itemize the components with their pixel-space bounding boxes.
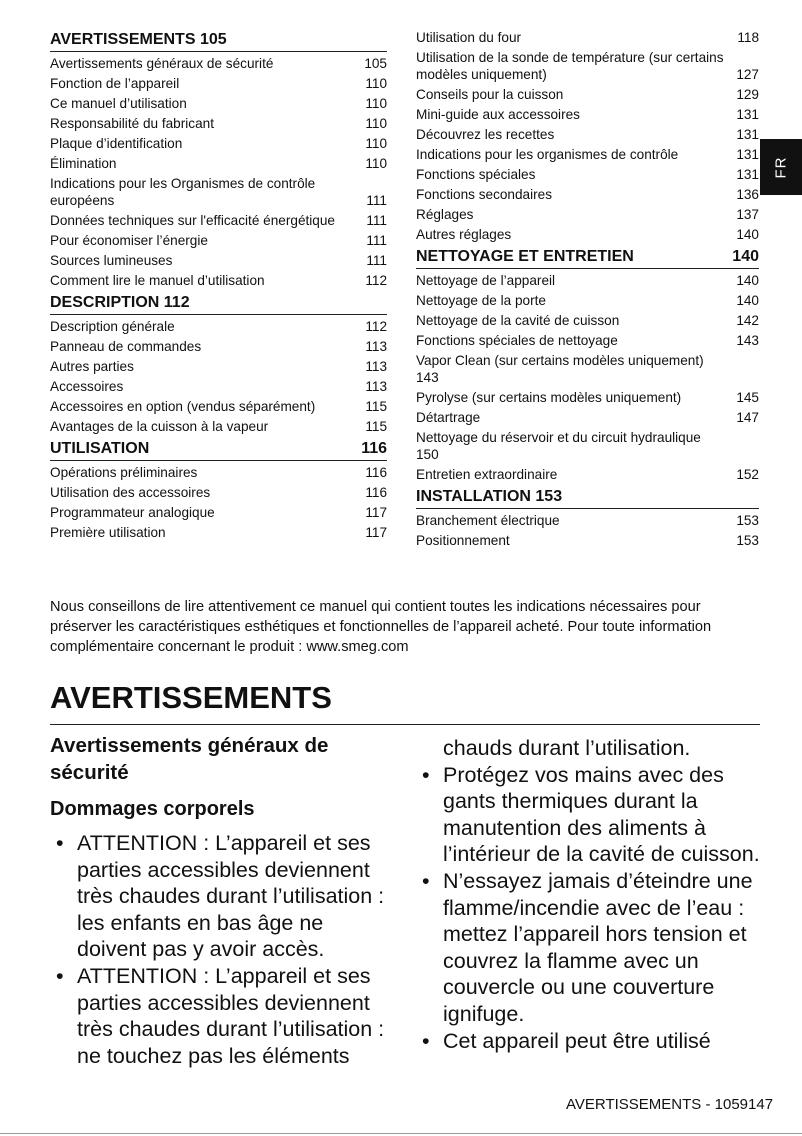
toc-section-page: 116 xyxy=(361,440,387,457)
toc-left-column xyxy=(50,26,387,542)
toc-entry[interactable] xyxy=(50,115,387,132)
toc-section-heading[interactable] xyxy=(50,30,387,52)
toc-entry-page: 115 xyxy=(365,419,387,434)
toc-entry-page: 113 xyxy=(365,359,387,374)
toc-entry-page: 113 xyxy=(365,379,387,394)
toc-entry-label: Nettoyage de l’appareil xyxy=(416,273,556,288)
toc-entry-page: 118 xyxy=(737,30,759,45)
toc-entry-label: Détartrage xyxy=(416,410,481,425)
toc-entry-label: Entretien extraordinaire xyxy=(416,467,558,482)
toc-entry[interactable] xyxy=(50,252,387,269)
toc-entry[interactable] xyxy=(416,166,759,183)
title-divider xyxy=(50,724,760,725)
toc-entry-label: Opérations préliminaires xyxy=(50,465,198,480)
toc-entry-page: 105 xyxy=(364,56,387,71)
toc-entry-label: Plaque d’identification xyxy=(50,136,183,151)
toc-entry[interactable] xyxy=(50,398,387,415)
toc-entry[interactable] xyxy=(416,409,759,426)
bullet-text: Cet appareil peut être utilisé xyxy=(443,1028,711,1053)
toc-entry-label: Pour économiser l’énergie xyxy=(50,233,208,248)
toc-entry-page: 137 xyxy=(736,207,759,222)
toc-entry-page: 153 xyxy=(736,513,759,528)
toc-entry-label: Programmateur analogique xyxy=(50,505,215,520)
toc-entry-label: Responsabilité du fabricant xyxy=(50,116,214,131)
toc-entry-page: 131 xyxy=(736,107,759,122)
toc-entry[interactable] xyxy=(50,504,387,521)
toc-entry-page: 110 xyxy=(365,76,387,91)
toc-entry-page: 117 xyxy=(365,505,387,520)
toc-entry-label: Utilisation du four xyxy=(416,30,522,45)
toc-entry-page: 129 xyxy=(736,87,759,102)
toc-entry-page: 117 xyxy=(365,525,387,540)
toc-entry[interactable] xyxy=(50,418,387,435)
bullet-dot-icon: • xyxy=(56,963,64,988)
toc-entry-page: 145 xyxy=(736,390,759,405)
toc-entry-label: Nettoyage de la porte xyxy=(416,293,546,308)
toc-entry[interactable] xyxy=(416,429,759,463)
continued-text: chauds durant l’utilisation. xyxy=(443,736,691,760)
toc-entry-label: Utilisation des accessoires xyxy=(50,485,211,500)
toc-entry-page: 153 xyxy=(736,533,759,548)
toc-section-title: AVERTISSEMENTS 105 xyxy=(50,31,227,48)
toc-entry[interactable] xyxy=(416,272,759,289)
toc-entry[interactable] xyxy=(50,75,387,92)
toc-entry-label: Avertissements généraux de sécurité xyxy=(50,56,274,71)
toc-entry-label: Indications pour les organismes de contrôle xyxy=(416,147,679,162)
bullet-dot-icon: • xyxy=(422,762,430,787)
toc-entry-page: 136 xyxy=(736,187,759,202)
toc-entry-label: Fonctions secondaires xyxy=(416,187,553,202)
toc-entry[interactable] xyxy=(416,226,759,243)
bullet-item xyxy=(416,1028,761,1055)
toc-entry-page: 140 xyxy=(736,227,759,242)
toc-section-page: 140 xyxy=(732,248,759,265)
toc-entry-label: Fonction de l’appareil xyxy=(50,76,180,91)
toc-entry[interactable] xyxy=(416,126,759,143)
toc-entry[interactable] xyxy=(50,55,387,72)
bullet-text: Protégez vos mains avec des gants thermiques durant la manutention des aliments à l’intérieur de la cavité de cuisson. xyxy=(443,762,760,867)
toc-entry[interactable] xyxy=(50,212,387,229)
subsection-heading: Dommages corporels xyxy=(50,798,255,820)
toc-entry[interactable] xyxy=(416,49,759,83)
toc-entry-label: Branchement électrique xyxy=(416,513,560,528)
toc-entry[interactable] xyxy=(416,292,759,309)
toc-entry-page: 110 xyxy=(365,136,387,151)
toc-section-heading[interactable] xyxy=(50,439,387,461)
toc-entry[interactable] xyxy=(416,312,759,329)
toc-entry[interactable] xyxy=(50,232,387,249)
toc-entry-label: Autres parties xyxy=(50,359,134,374)
toc-entry-label: Positionnement xyxy=(416,533,510,548)
language-tab-label: FR xyxy=(772,156,790,178)
toc-entry[interactable] xyxy=(50,272,387,289)
toc-entry-label: Ce manuel d’utilisation xyxy=(50,96,187,111)
toc-entry-page: 131 xyxy=(736,167,759,182)
toc-entry[interactable] xyxy=(50,378,387,395)
toc-entry-label: Nettoyage de la cavité de cuisson xyxy=(416,313,620,328)
toc-entry[interactable] xyxy=(50,358,387,375)
toc-entry-page: 116 xyxy=(365,485,387,500)
language-tab xyxy=(760,139,802,195)
bullet-item xyxy=(50,830,395,963)
toc-entry[interactable] xyxy=(416,29,759,46)
toc-entry-label: Utilisation de la sonde de température (sur certains modèles uniquement) xyxy=(416,50,724,82)
bullet-text: ATTENTION : L’appareil et ses parties accessibles deviennent très chaudes durant l’utilisation : les enfants en bas âge ne doivent pas y avoir accès. xyxy=(77,831,385,962)
toc-right-column xyxy=(416,26,759,550)
toc-entry-label: Mini-guide aux accessoires xyxy=(416,107,580,122)
bullet-text: ATTENTION : L’appareil et ses parties accessibles deviennent très chaudes durant l’utilisation : ne touchez pas les éléments xyxy=(77,963,385,1068)
toc-entry[interactable] xyxy=(416,86,759,103)
toc-entry[interactable] xyxy=(50,524,387,541)
toc-entry[interactable] xyxy=(416,466,759,483)
toc-entry-page: 111 xyxy=(366,193,387,208)
toc-entry-page: 112 xyxy=(365,273,387,288)
toc-entry-page: 131 xyxy=(736,127,759,142)
toc-entry-page: 110 xyxy=(365,156,387,171)
toc-entry-label: Accessoires en option (vendus séparément) xyxy=(50,399,316,414)
toc-entry-page: 111 xyxy=(366,233,387,248)
page-footer: AVERTISSEMENTS - 1059147 xyxy=(566,1096,774,1113)
toc-entry-label: Vapor Clean (sur certains modèles uniquement) 143 xyxy=(416,353,704,385)
toc-entry-label: Données techniques sur l'efficacité énergétique xyxy=(50,213,335,228)
toc-entry[interactable] xyxy=(416,532,759,549)
toc-entry-page: 116 xyxy=(365,465,387,480)
toc-entry-page: 143 xyxy=(736,333,759,348)
toc-entry-label: Nettoyage du réservoir et du circuit hydraulique 150 xyxy=(416,430,701,462)
bullet-dot-icon: • xyxy=(422,1028,430,1053)
toc-section-heading[interactable] xyxy=(416,487,759,509)
toc-entry[interactable] xyxy=(416,512,759,529)
toc-entry[interactable] xyxy=(50,155,387,172)
body-left-column xyxy=(50,732,395,1069)
page-title: AVERTISSEMENTS xyxy=(50,680,332,715)
toc-entry-page: 110 xyxy=(365,96,387,111)
bullet-text: N’essayez jamais d’éteindre une flamme/incendie avec de l’eau : mettez l’appareil hors tension et couvrez la flamme avec un couvercle ou une couverture ignifuge. xyxy=(443,868,753,1026)
toc-entry-label: Pyrolyse (sur certains modèles uniquement) xyxy=(416,390,682,405)
toc-entry-page: 147 xyxy=(736,410,759,425)
toc-entry-label: Conseils pour la cuisson xyxy=(416,87,564,102)
toc-entry-page: 142 xyxy=(736,313,759,328)
toc-entry-page: 140 xyxy=(736,293,759,308)
toc-entry[interactable] xyxy=(50,318,387,335)
toc-entry[interactable] xyxy=(50,95,387,112)
toc-entry[interactable] xyxy=(416,186,759,203)
toc-entry[interactable] xyxy=(50,338,387,355)
toc-entry-page: 111 xyxy=(366,253,387,268)
toc-entry[interactable] xyxy=(50,464,387,481)
body-right-column xyxy=(416,735,761,1054)
toc-entry-label: Première utilisation xyxy=(50,525,166,540)
toc-entry-label: Comment lire le manuel d’utilisation xyxy=(50,273,265,288)
toc-entry[interactable] xyxy=(416,206,759,223)
toc-entry-label: Accessoires xyxy=(50,379,124,394)
bullet-dot-icon: • xyxy=(422,868,430,893)
toc-entry[interactable] xyxy=(50,484,387,501)
toc-section-heading[interactable] xyxy=(416,247,759,269)
toc-entry[interactable] xyxy=(416,389,759,406)
toc-entry[interactable] xyxy=(416,146,759,163)
toc-section-title: NETTOYAGE ET ENTRETIEN xyxy=(416,248,634,265)
toc-entry-page: 113 xyxy=(365,339,387,354)
toc-entry-label: Description générale xyxy=(50,319,175,334)
toc-entry-label: Panneau de commandes xyxy=(50,339,202,354)
toc-entry-page: 152 xyxy=(736,467,759,482)
bottom-divider xyxy=(0,1133,802,1134)
toc-entry-page: 127 xyxy=(736,67,759,82)
right-bullet-list xyxy=(416,762,761,1055)
toc-entry[interactable] xyxy=(416,106,759,123)
toc-section-title: DESCRIPTION 112 xyxy=(50,294,190,311)
toc-entry-label: Élimination xyxy=(50,156,117,171)
toc-section-heading[interactable] xyxy=(50,293,387,315)
toc-entry[interactable] xyxy=(50,175,387,209)
toc-entry-label: Fonctions spéciales xyxy=(416,167,536,182)
toc-section-title: INSTALLATION 153 xyxy=(416,488,563,505)
toc-entry-label: Réglages xyxy=(416,207,474,222)
bullet-dot-icon: • xyxy=(56,831,64,855)
toc-entry-label: Fonctions spéciales de nettoyage xyxy=(416,333,618,348)
toc-entry-page: 112 xyxy=(365,319,387,334)
toc-entry-label: Indications pour les Organismes de contrôle européens xyxy=(50,176,316,208)
toc-entry-label: Avantages de la cuisson à la vapeur xyxy=(50,419,269,434)
toc-entry[interactable] xyxy=(416,332,759,349)
section-heading: Avertissements généraux de sécurité xyxy=(50,734,329,784)
left-bullet-list xyxy=(50,830,395,1069)
bullet-item xyxy=(416,762,761,868)
bullet-item xyxy=(416,868,761,1028)
intro-paragraph: Nous conseillons de lire attentivement ce manuel qui contient toutes les indications nécessaires pour préserver les caractéristiques esthétiques et fonctionnelles de l’appareil acheté. Pour toute information complémentaire concernant le produit : www.smeg.com xyxy=(50,599,712,655)
toc-entry-label: Découvrez les recettes xyxy=(416,127,555,142)
toc-entry-label: Autres réglages xyxy=(416,227,512,242)
toc-entry[interactable] xyxy=(416,352,759,386)
toc-entry[interactable] xyxy=(50,135,387,152)
toc-entry-page: 140 xyxy=(736,273,759,288)
toc-entry-label: Sources lumineuses xyxy=(50,253,173,268)
toc-entry-page: 115 xyxy=(365,399,387,414)
toc-section-title: UTILISATION xyxy=(50,440,150,457)
bullet-item xyxy=(50,963,395,1069)
toc-entry-page: 111 xyxy=(366,213,387,228)
toc-entry-page: 131 xyxy=(736,147,759,162)
toc-entry-page: 110 xyxy=(365,116,387,131)
